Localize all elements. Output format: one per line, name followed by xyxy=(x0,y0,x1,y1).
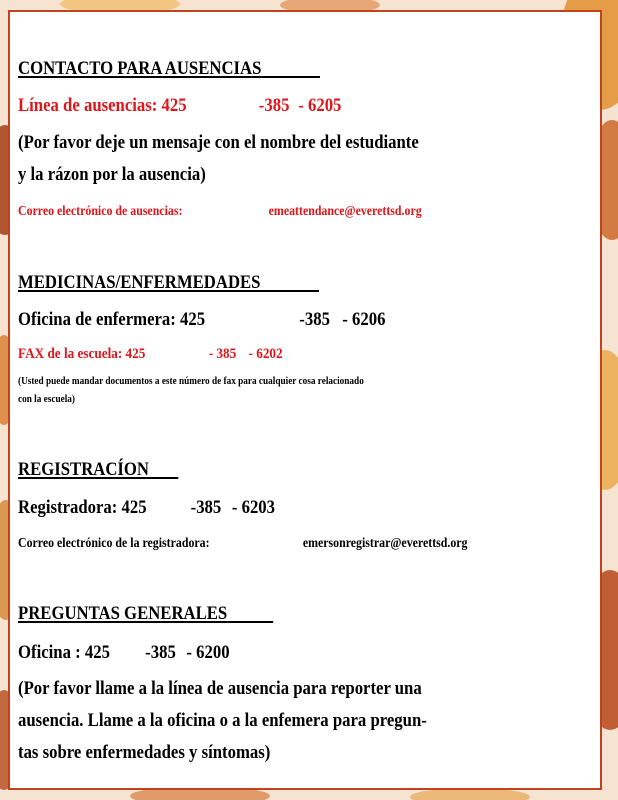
contact-card xyxy=(8,10,602,790)
registration-heading: REGISTRACÍON xyxy=(18,459,150,480)
absence-email-row: Correo electrónico de ausencias: emeattendance@everettsd.org xyxy=(18,203,422,218)
absence-email-link[interactable]: emeattendance@everettsd.org xyxy=(268,203,422,218)
medicine-heading: MEDICINAS/ENFERMEDADES xyxy=(18,272,261,293)
absence-line: Línea de ausencias: 425 -385 - 6205 xyxy=(18,95,342,116)
fax-line: FAX de la escuela: 425 - 385 - 6202 xyxy=(18,346,283,362)
fax-note-line-2: con la escuela) xyxy=(18,394,75,405)
general-note-line-2: ausencia. Llame a la oficina o a la enfemera para pregun- xyxy=(18,710,427,731)
general-note-line-3: tas sobre enfermedades y síntomas) xyxy=(18,742,271,763)
absence-heading: CONTACTO PARA AUSENCIAS xyxy=(18,58,262,79)
office-line: Oficina : 425 -385 - 6200 xyxy=(18,642,230,663)
registrar-line: Registradora: 425 -385 - 6203 xyxy=(18,497,276,518)
absence-note-line-2: y la rázon por la ausencia) xyxy=(18,164,206,185)
general-note-line-1: (Por favor llame a la línea de ausencia para reporter una xyxy=(18,678,422,699)
fax-note-line-1: (Usted puede mandar documentos a este número de fax para cualquier cosa relacionado xyxy=(18,376,364,387)
absence-note-line-1: (Por favor deje un mensaje con el nombre del estudiante xyxy=(18,132,419,153)
registrar-email-link[interactable]: emersonregistrar@everettsd.org xyxy=(302,535,468,550)
nurse-line: Oficina de enfermera: 425 -385 - 6206 xyxy=(18,309,386,330)
general-heading: PREGUNTAS GENERALES xyxy=(18,603,228,624)
registrar-email-row: Correo electrónico de la registradora: emersonregistrar@everettsd.org xyxy=(18,535,468,550)
